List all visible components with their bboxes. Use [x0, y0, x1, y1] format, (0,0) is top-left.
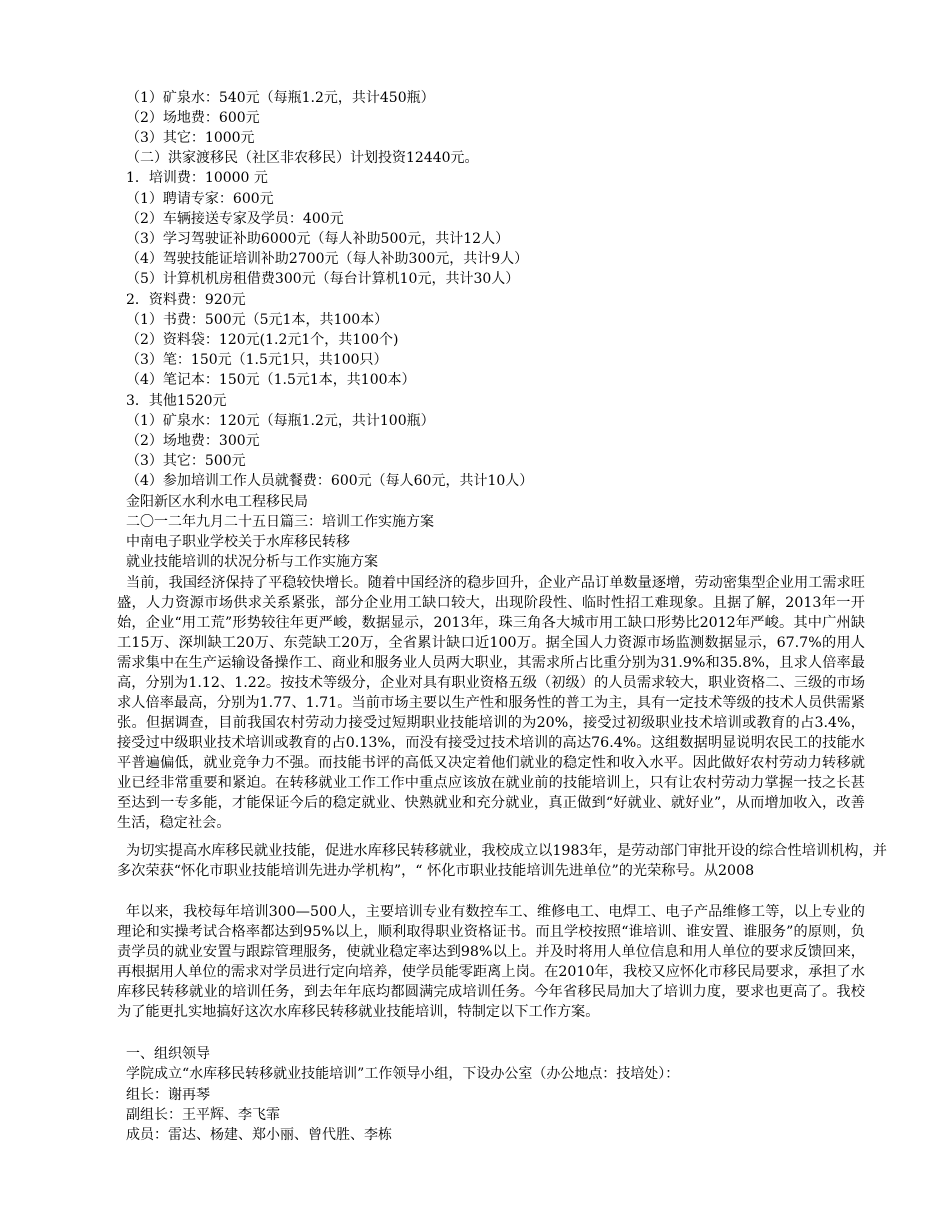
budget-line: （4）参加培训工作人员就餐费：600元（每人60元，共计10人） — [126, 473, 534, 489]
budget-line: （1）聘请专家：600元 — [126, 191, 274, 207]
section-heading: 一、组织领导 — [126, 1046, 210, 1062]
paragraph-training-record: 年以来，我校每年培训300—500人，主要培训专业有数控车工、维修电工、电焊工、电子产品维修工等，以上专业的理论和实操考试合格率都达到95%以上，顺利取得职业资格证书。而且学校按照“谁培训、谁安置、谁服务”的原则，负责学员的就业安置与跟踪管理服务，使就业稳定率达到98%以上。并及时将用人单位信息和用人单位的要求反馈回来，再根据用人单位的需求对学员进行定向培养，使学员能零距离上岗。在2010年，我校又应怀化市移民局要求，承担了水库移民转移就业的培训任务，到去年年底均都圆满完成培训任务。今年省移民局加大了培训力度，要求也更高了。我校为了能更扎实地搞好这次水库移民转移就业技能培训，特制定以下工作方案。 — [117, 904, 865, 1020]
team-deputies: 副组长：王平辉、李飞霏 — [126, 1107, 280, 1123]
budget-line: （4）驾驶技能证培训补助2700元（每人补助300元，共计9人） — [126, 251, 529, 267]
budget-line: （1）矿泉水：120元（每瓶1.2元，共计100瓶） — [126, 413, 435, 429]
issuer: 金阳新区水利水电工程移民局 — [126, 494, 308, 510]
leadership-intro: 学院成立“水库移民转移就业技能培训”工作领导小组，下设办公室（办公地点：技培处）： — [126, 1066, 680, 1082]
budget-heading: 1．培训费：10000 元 — [126, 170, 268, 186]
team-members: 成员：雷达、杨建、郑小丽、曾代胜、李栋 — [126, 1127, 392, 1143]
budget-line: （2）场地费：600元 — [126, 110, 260, 126]
budget-line: （3）学习驾驶证补助6000元（每人补助500元，共计12人） — [126, 231, 510, 247]
budget-line: （3）其它：1000元 — [126, 130, 255, 146]
date-and-title: 二〇一二年九月二十五日篇三：培训工作实施方案 — [126, 514, 434, 530]
budget-heading: 2．资料费：920元 — [126, 292, 246, 308]
budget-line: （1）书费：500元（5元1本，共100本） — [126, 312, 389, 328]
budget-line: （5）计算机机房租借费300元（每台计算机10元，共计30人） — [126, 271, 520, 287]
budget-line: （2）资料袋：120元(1.2元1个，共100个) — [126, 332, 399, 348]
budget-line: （3）其它：500元 — [126, 453, 246, 469]
budget-line: （2）车辆接送专家及学员：400元 — [126, 211, 344, 227]
section-heading: （二）洪家渡移民（社区非农移民）计划投资12440元。 — [126, 150, 479, 166]
budget-line: （1）矿泉水：540元（每瓶1.2元，共计450瓶） — [126, 90, 435, 106]
paragraph-background: 当前，我国经济保持了平稳较快增长。随着中国经济的稳步回升，企业产品订单数量逐增，劳动密集型企业用工需求旺盛，人力资源市场供求关系紧张，部分企业用工缺口较大，出现阶段性、临时性招工难现象。且据了解，2013年一开始，企业“用工荒”形势较往年更严峻，数据显示，2013年，珠三角各大城市用工缺口形势比2012年严峻。其中广州缺工15万、深圳缺工20万、东莞缺工20万，全省累计缺口近100万。据全国人力资源市场监测数据显示，67.7%的用人需求集中在生产运输设备操作工、商业和服务业人员两大职业，其需求所占比重分别为31.9%和35.8%，且求人倍率最高，分别为1.12、1.22。按技术等级分，企业对具有职业资格五级（初级）的人员需求较大，职业资格二、三级的市场求人倍率最高，分别为1.77、1.71。当前市场主要以生产性和服务性的普工为主，具有一定技术等级的技术人员供需紧张。但据调查，目前我国农村劳动力接受过短期职业技能培训的为20%，接受过初级职业技术培训或教育的占3.4%，接受过中级职业技术培训或教育的占0.13%，而没有接受过技术培训的高达76.4%。这组数据明显说明农民工的技能水平普遍偏低，就业竞争力不强。而技能书评的高低又决定着他们就业的稳定性和收入水平。因此做好农村劳动力转移就业已经非常重要和紧迫。在转移就业工作工作中重点应该放在就业前的技能培训上，只有让农村劳动力掌握一技之长甚至达到一专多能，才能保证今后的稳定就业、快熟就业和充分就业，真正做到“好就业、就好业”，从而增加收入，改善生活，稳定社会。 — [117, 575, 865, 831]
budget-heading: 3．其他1520元 — [126, 393, 227, 409]
doc-title-line-1: 中南电子职业学校关于水库移民转移 — [126, 534, 350, 550]
budget-line: （4）笔记本：150元（1.5元1本，共100本） — [126, 372, 416, 388]
doc-title-line-2: 就业技能培训的状况分析与工作实施方案 — [126, 554, 378, 570]
budget-line: （2）场地费：300元 — [126, 433, 260, 449]
budget-line: （3）笔：150元（1.5元1只，共100只） — [126, 352, 388, 368]
team-leader: 组长：谢再琴 — [126, 1087, 210, 1103]
paragraph-school-intro: 为切实提高水库移民就业技能，促进水库移民转移就业，我校成立以1983年，是劳动部门审批开设的综合性培训机构，并多次荣获“怀化市职业技能培训先进办学机构”，“ 怀化市职业技能培训先进单位”的光荣称号。从2008 — [117, 843, 887, 879]
